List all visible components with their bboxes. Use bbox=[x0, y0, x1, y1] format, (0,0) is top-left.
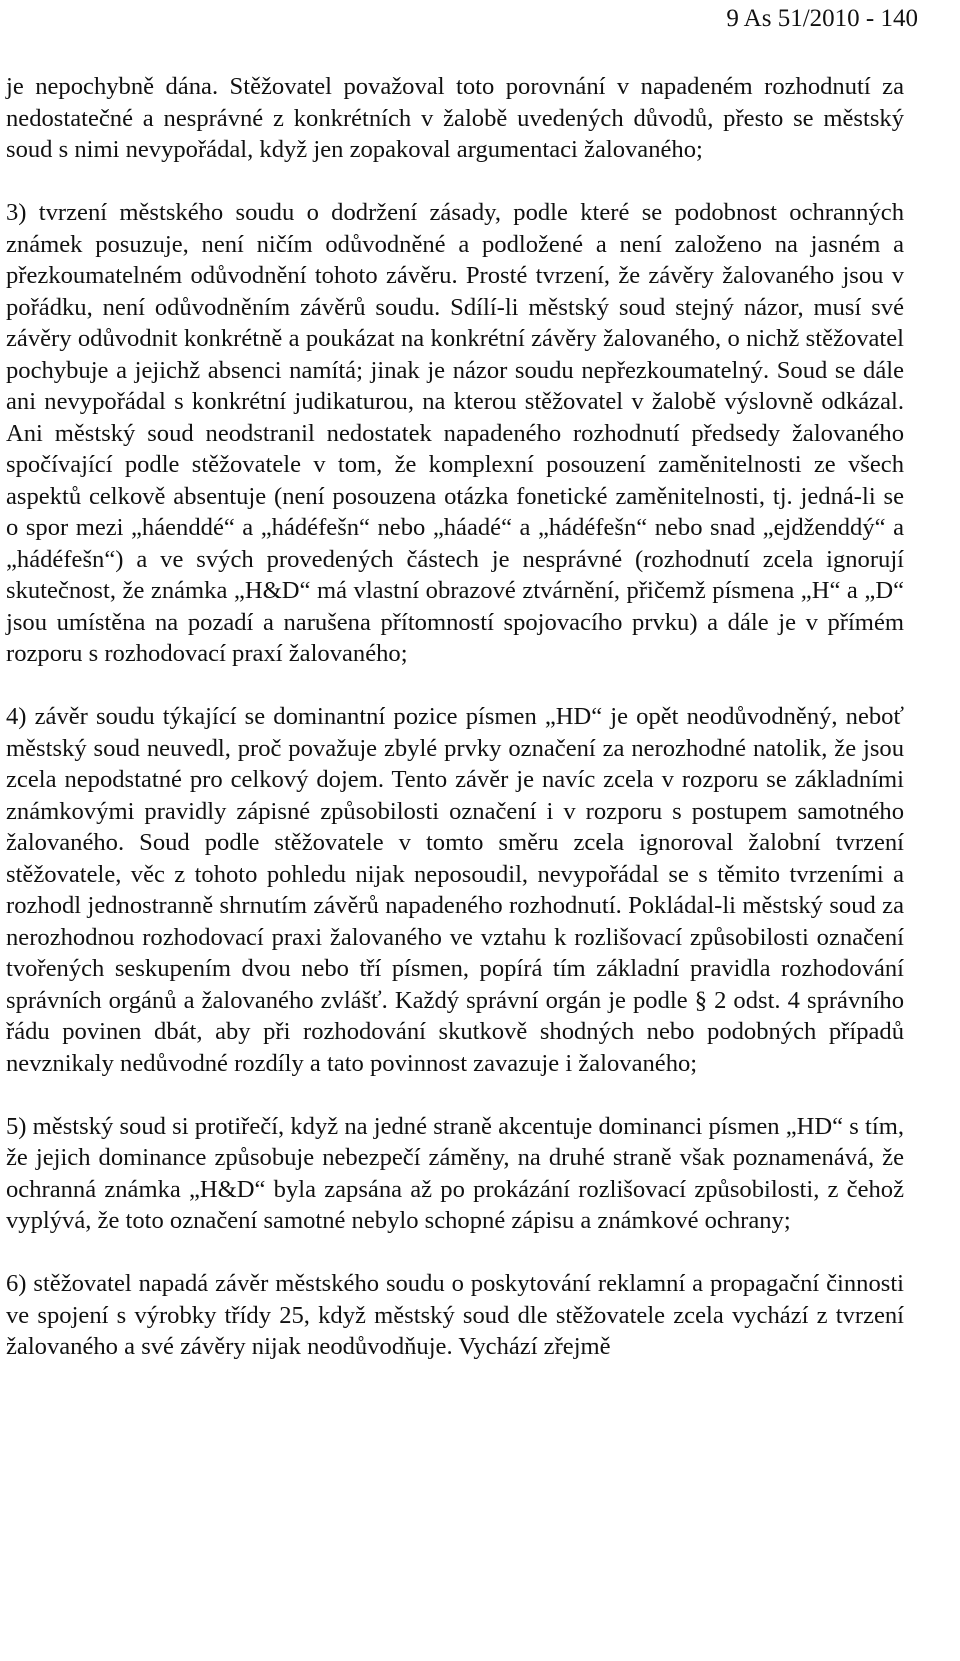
page-header-case-number: 9 As 51/2010 - 140 bbox=[726, 5, 918, 32]
paragraph-point-3: 3) tvrzení městského soudu o dodržení zásady, podle které se podobnost ochranných známek posuzuje, není ničím odůvodněné a podložené a není založeno na jasném a přezkoumatelném odůvodnění tohoto závěru. Prosté tvrzení, že závěry žalovaného jsou v pořádku, není odůvodněním závěrů soudu. Sdílí-li městský soud stejný názor, musí své závěry odůvodnit konkrétně a poukázat na konkrétní závěry žalovaného, o nichž stěžovatel pochybuje a jejichž absenci namítá; jinak je názor soudu nepřezkoumatelný. Soud se dále ani nevypořádal s konkrétní judikaturou, na kterou stěžovatel v žalobě výslovně odkázal. Ani městský soud neodstranil nedostatek napadeného rozhodnutí předsedy žalovaného spočívající podle stěžovatele v tom, že komplexní posouzení zaměnitelnosti ze všech aspektů celkově absentuje (není posouzena otázka fonetické zaměnitelnosti, tj. jedná-li se o spor mezi „háenddé“ a „hádéfešn“ nebo „háadé“ a „hádéfešn“ nebo snad „ejdženddý“ a „hádéfešn“) a ve svých provedených částech je nesprávné (rozhodnutí zcela ignorují skutečnost, že známka „H&D“ má vlastní obrazové ztvárnění, přičemž písmena „H“ a „D“ jsou umístěna na pozadí a narušena přítomností spojovacího prvku) a dále je v přímém rozporu s rozhodovací praxí žalovaného; bbox=[6, 199, 904, 667]
paragraph-point-4: 4) závěr soudu týkající se dominantní pozice písmen „HD“ je opět neodůvodněný, neboť městský soud neuvedl, proč považuje zbylé prvky označení za nerozhodné natolik, že jsou zcela nepodstatné pro celkový dojem. Tento závěr je navíc zcela v rozporu se základními známkovými pravidly zápisné způsobilosti označení i v rozporu s postupem samotného žalovaného. Soud podle stěžovatele v tomto směru zcela ignoroval žalobní tvrzení stěžovatele, věc z tohoto pohledu nijak neposoudil, nevypořádal se s těmito tvrzeními a rozhodl jednostranně shrnutím závěrů napadeného rozhodnutí. Pokládal-li městský soud za nerozhodnou rozhodovací praxi žalovaného ve vztahu k rozlišovací způsobilosti označení tvořených seskupením dvou nebo tří písmen, popírá tím základní pravidla rozhodování správních orgánů a žalovaného zvlášť. Každý správní orgán je podle § 2 odst. 4 správního řádu povinen dbát, aby při rozhodování skutkově shodných nebo podobných případů nevznikaly nedůvodné rozdíly a tato povinnost zavazuje i žalovaného; bbox=[6, 703, 904, 1077]
paragraph-point-5: 5) městský soud si protiřečí, když na jedné straně akcentuje dominanci písmen „HD“ s tím, že jejich dominance způsobuje nebezpečí záměny, na druhé straně však poznamenává, že ochranná známka „H&D“ byla zapsána až po prokázání rozlišovací způsobilosti, z čehož vyplývá, že toto označení samotné nebylo schopné zápisu a známkové ochrany; bbox=[6, 1112, 904, 1234]
paragraph-continuation: je nepochybně dána. Stěžovatel považoval toto porovnání v napadeném rozhodnutí za nedostatečné a nesprávné z konkrétních v žalobě uvedených důvodů, přesto se městský soud s nimi nevypořádal, když jen zopakoval argumentaci žalovaného; bbox=[6, 73, 904, 163]
paragraph-point-6: 6) stěžovatel napadá závěr městského soudu o poskytování reklamní a propagační činnosti ve spojení s výrobky třídy 25, když městský soud dle stěžovatele zcela vychází z tvrzení žalovaného a své závěry nijak neodůvodňuje. Vychází zřejmě bbox=[6, 1270, 904, 1360]
document-body bbox=[6, 71, 904, 1363]
